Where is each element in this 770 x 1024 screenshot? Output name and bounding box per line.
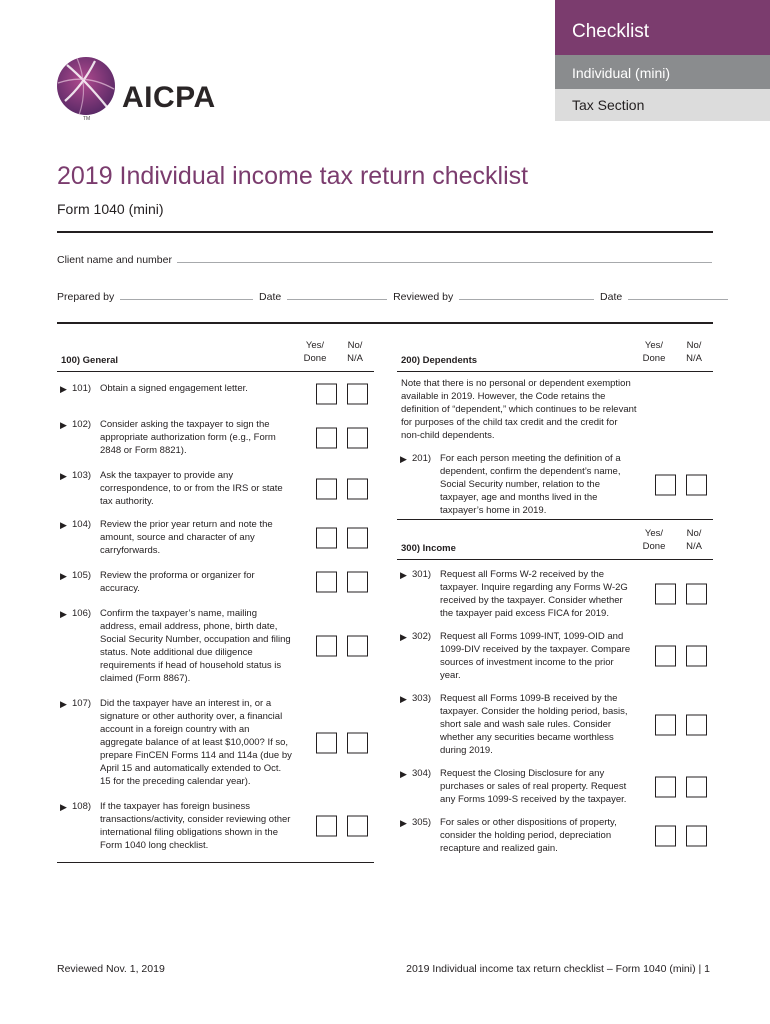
na-label: N/A xyxy=(347,352,363,364)
checklist-item xyxy=(397,630,713,682)
item-text: For sales or other dispositions of property, consider the holding period, depreciation recapture and realized gain. xyxy=(440,817,617,854)
arrow-right-icon: ▶ xyxy=(400,694,407,704)
aicpa-globe-icon xyxy=(55,55,117,117)
prepared-by-field[interactable] xyxy=(120,290,253,300)
reviewed-by-label: Reviewed by xyxy=(393,291,454,303)
no-na-checkbox[interactable] xyxy=(347,732,368,753)
section-title: 300) Income xyxy=(401,543,456,554)
done-label: Done xyxy=(642,352,666,364)
page-subtitle: Form 1040 (mini) xyxy=(57,201,164,217)
arrow-right-icon: ▶ xyxy=(60,384,67,394)
section-header xyxy=(57,336,374,372)
item-number: 101) xyxy=(72,383,92,394)
yes-done-checkbox[interactable] xyxy=(655,714,676,735)
checkbox-group xyxy=(655,825,707,846)
item-text: Request the Closing Disclosure for any purchases or sales of real property. Request any Forms 1099-S received by the taxpayer. xyxy=(440,768,627,805)
section-general xyxy=(57,336,374,863)
arrow-right-icon: ▶ xyxy=(60,420,67,430)
tab-checklist: Checklist xyxy=(555,0,770,55)
checklist-item xyxy=(57,800,374,852)
item-text: Review the prior year return and note the amount, source and character of any carryforwards. xyxy=(100,519,273,556)
checkbox-group xyxy=(316,478,368,499)
checklist-item xyxy=(57,469,374,508)
item-number: 302) xyxy=(412,631,432,642)
page-title: 2019 Individual income tax return checklist xyxy=(57,162,529,190)
item-text: For each person meeting the definition of a dependent, confirm the dependent’s name, Social Security number, relation to the taxpayer, age and months lived in the taxpayer’s home in 2019. xyxy=(440,453,621,516)
logo-trademark: TM xyxy=(83,116,91,122)
header-tabs xyxy=(555,0,770,121)
arrow-right-icon: ▶ xyxy=(60,520,67,530)
checklist-item xyxy=(397,816,713,855)
no-na-checkbox[interactable] xyxy=(347,636,368,657)
yes-done-checkbox[interactable] xyxy=(316,427,337,448)
checklist-item xyxy=(57,382,374,406)
arrow-right-icon: ▶ xyxy=(400,769,407,779)
client-name-field[interactable] xyxy=(177,253,712,263)
yes-done-header xyxy=(637,528,671,554)
yes-done-checkbox[interactable] xyxy=(655,776,676,797)
arrow-right-icon: ▶ xyxy=(400,454,407,464)
tab-individual: Individual (mini) xyxy=(555,55,770,89)
yes-label: Yes/ xyxy=(644,528,664,539)
item-number: 108) xyxy=(72,801,92,812)
no-na-header xyxy=(338,340,372,366)
checkbox-group xyxy=(655,646,707,667)
prepared-date-label: Date xyxy=(259,291,282,303)
no-na-header xyxy=(677,340,711,366)
yes-done-checkbox[interactable] xyxy=(655,474,676,495)
arrow-right-icon: ▶ xyxy=(400,632,407,642)
yes-done-checkbox[interactable] xyxy=(316,527,337,548)
checkbox-group xyxy=(316,427,368,448)
section-right-column xyxy=(397,336,713,855)
item-text: Confirm the taxpayer’s name, mailing address, email address, phone, birth date, Social Security Number, occupation and filing status. Note additional due diligence requirements if head of household status is claimed (Form 8867). xyxy=(100,608,291,684)
item-number: 102) xyxy=(72,419,92,430)
checklist-item xyxy=(57,607,374,685)
checkbox-group xyxy=(316,816,368,837)
dependents-note: Note that there is no personal or dependent exemption available in 2019. However, the Code retains the definition of “dependent,” which continues to be relevant for purposes of the child tax credit and the credit for non-child dependents. xyxy=(401,378,637,441)
yes-label: Yes/ xyxy=(644,340,664,351)
checkbox-group xyxy=(655,776,707,797)
yes-done-checkbox[interactable] xyxy=(655,646,676,667)
checkbox-group xyxy=(655,584,707,605)
item-number: 105) xyxy=(72,570,92,581)
client-label: Client name and number xyxy=(57,254,172,266)
na-label: N/A xyxy=(686,352,702,364)
arrow-right-icon: ▶ xyxy=(400,818,407,828)
section-title: 100) General xyxy=(61,355,119,366)
item-number: 201) xyxy=(412,453,432,464)
divider xyxy=(57,322,713,324)
checklist-item xyxy=(57,518,374,557)
reviewed-date-label: Date xyxy=(600,291,623,303)
na-label: N/A xyxy=(686,540,702,552)
no-na-checkbox[interactable] xyxy=(686,825,707,846)
checklist-item xyxy=(397,767,713,806)
item-number: 107) xyxy=(72,698,92,709)
yes-done-checkbox[interactable] xyxy=(316,384,337,405)
item-text: Request all Forms W-2 received by the taxpayer. Inquire regarding any Forms W-2G received by the taxpayer. Consider whether the taxpayer paid excess FICA for 2019. xyxy=(440,569,628,619)
reviewed-date-field[interactable] xyxy=(628,290,728,300)
item-number: 103) xyxy=(72,470,92,481)
no-na-checkbox[interactable] xyxy=(347,527,368,548)
yes-done-checkbox[interactable] xyxy=(316,572,337,593)
no-na-checkbox[interactable] xyxy=(347,427,368,448)
tab-tax-section: Tax Section xyxy=(555,89,770,121)
section-title: 200) Dependents xyxy=(401,355,478,366)
no-label: No/ xyxy=(686,528,702,539)
yes-done-checkbox[interactable] xyxy=(316,478,337,499)
no-label: No/ xyxy=(347,340,363,351)
no-na-checkbox[interactable] xyxy=(347,816,368,837)
item-number: 104) xyxy=(72,519,92,530)
logo-wordmark: AICPA xyxy=(122,81,216,114)
item-number: 305) xyxy=(412,817,432,828)
aicpa-logo xyxy=(55,55,225,125)
arrow-right-icon: ▶ xyxy=(400,570,407,580)
no-na-checkbox[interactable] xyxy=(686,714,707,735)
item-text: Request all Forms 1099-B received by the taxpayer. Consider the holding period, basis, short sale and wash sale rules. Consider whether any securities became worthless during 2019. xyxy=(440,693,628,756)
item-number: 106) xyxy=(72,608,92,619)
item-text: If the taxpayer has foreign business transactions/activity, consider reviewing other international filing obligations shown in the Form 1040 long checklist. xyxy=(100,801,291,851)
checkbox-group xyxy=(316,527,368,548)
reviewed-by-field[interactable] xyxy=(459,290,594,300)
checklist-item xyxy=(57,418,374,457)
checklist-item xyxy=(57,697,374,788)
checkbox-group xyxy=(655,474,707,495)
checkbox-group xyxy=(316,384,368,405)
yes-done-header xyxy=(298,340,332,366)
item-text: Request all Forms 1099-INT, 1099-OID and 1099-DIV received by the taxpayer. Compare sources of investment income to the prior year. xyxy=(440,631,631,681)
no-na-checkbox[interactable] xyxy=(686,474,707,495)
item-text: Ask the taxpayer to provide any correspondence, to or from the IRS or state tax authority. xyxy=(100,470,283,507)
item-text: Review the proforma or organizer for accuracy. xyxy=(100,570,255,594)
done-label: Done xyxy=(642,540,666,552)
checklist-item xyxy=(57,569,374,595)
checkbox-group xyxy=(316,572,368,593)
no-na-header xyxy=(677,528,711,554)
no-na-checkbox[interactable] xyxy=(686,776,707,797)
yes-done-checkbox[interactable] xyxy=(316,816,337,837)
item-text: Did the taxpayer have an interest in, or a signature or other authority over, a financial account in a foreign country with an aggregate balance of at least $10,000? If so, prepare FinCEN Forms 114 and 114a (due by April 15 and automatically extended to Oct. 15 for the preceding calendar year). xyxy=(100,698,292,787)
arrow-right-icon: ▶ xyxy=(60,609,67,619)
item-number: 304) xyxy=(412,768,432,779)
client-field-row xyxy=(57,253,712,266)
checklist-item xyxy=(397,568,713,620)
done-label: Done xyxy=(303,352,327,364)
arrow-right-icon: ▶ xyxy=(60,802,67,812)
item-number: 301) xyxy=(412,569,432,580)
yes-label: Yes/ xyxy=(305,340,325,351)
arrow-right-icon: ▶ xyxy=(60,471,67,481)
yes-done-checkbox[interactable] xyxy=(316,732,337,753)
prepared-date-field[interactable] xyxy=(287,290,387,300)
checkbox-group xyxy=(316,732,368,753)
prepared-by-label: Prepared by xyxy=(57,291,115,303)
no-na-checkbox[interactable] xyxy=(347,478,368,499)
section-header xyxy=(397,336,713,372)
checkbox-group xyxy=(316,636,368,657)
checklist-item xyxy=(397,692,713,757)
footer-page-info: 2019 Individual income tax return checklist – Form 1040 (mini) | 1 xyxy=(406,963,710,975)
no-label: No/ xyxy=(686,340,702,351)
no-na-checkbox[interactable] xyxy=(347,384,368,405)
item-text: Consider asking the taxpayer to sign the appropriate authorization form (e.g., Form 2848 or Form 8821). xyxy=(100,419,276,456)
yes-done-checkbox[interactable] xyxy=(316,636,337,657)
yes-done-checkbox[interactable] xyxy=(655,584,676,605)
yes-done-checkbox[interactable] xyxy=(655,825,676,846)
checklist-item xyxy=(397,452,713,517)
no-na-checkbox[interactable] xyxy=(347,572,368,593)
signoff-field-row xyxy=(57,290,728,303)
checkbox-group xyxy=(655,714,707,735)
arrow-right-icon: ▶ xyxy=(60,571,67,581)
item-number: 303) xyxy=(412,693,432,704)
yes-done-header xyxy=(637,340,671,366)
section-header xyxy=(397,524,713,560)
arrow-right-icon: ▶ xyxy=(60,699,67,709)
footer-reviewed: Reviewed Nov. 1, 2019 xyxy=(57,963,165,975)
no-na-checkbox[interactable] xyxy=(686,584,707,605)
item-text: Obtain a signed engagement letter. xyxy=(100,383,248,394)
divider xyxy=(57,231,713,233)
no-na-checkbox[interactable] xyxy=(686,646,707,667)
